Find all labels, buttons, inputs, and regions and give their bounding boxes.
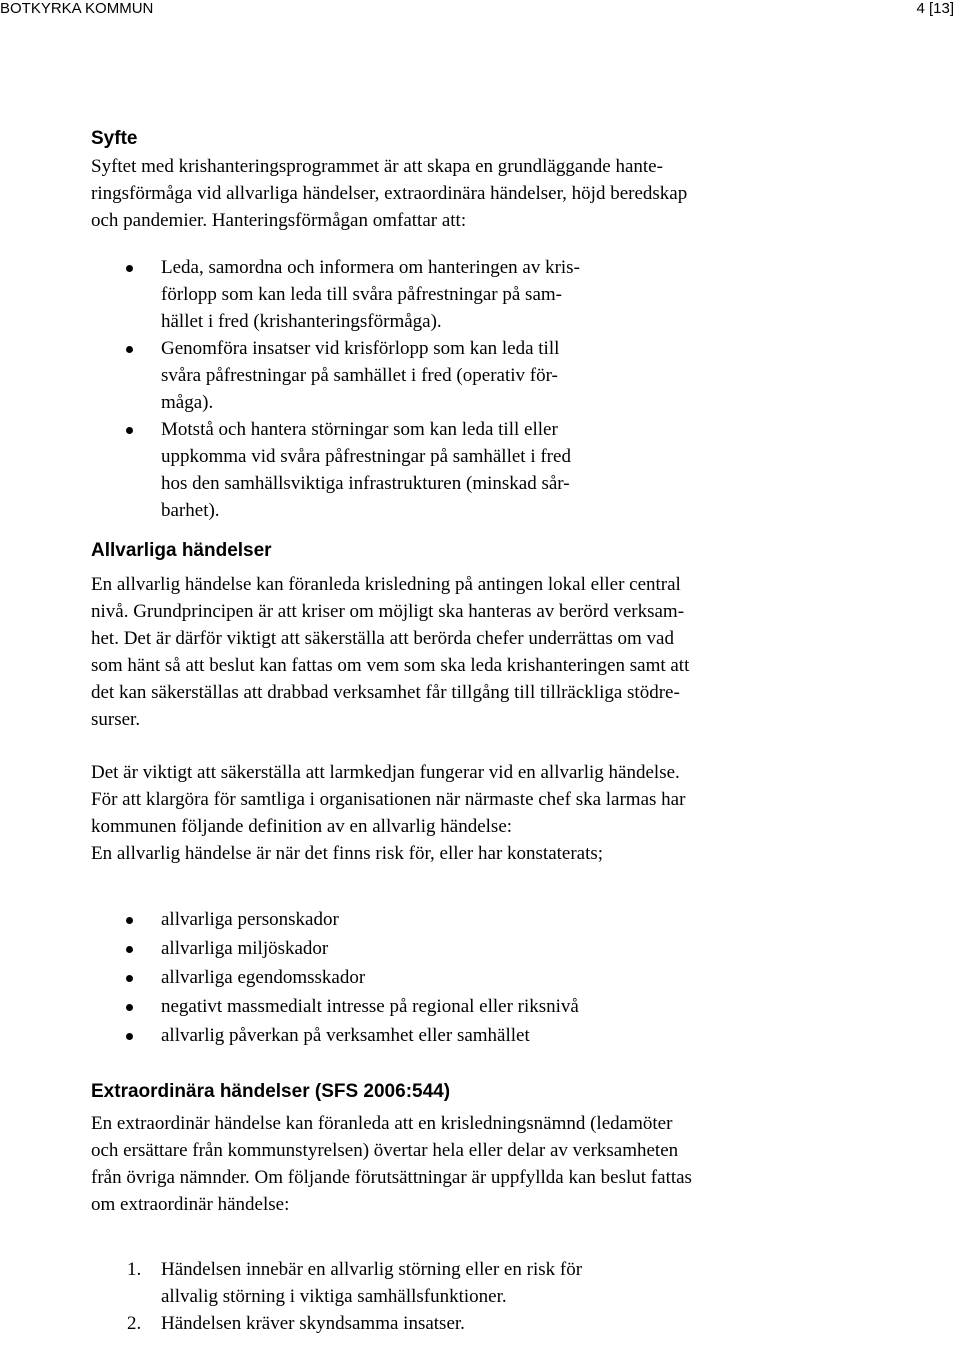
bullet-icon — [126, 946, 133, 953]
bullet-icon — [126, 1004, 133, 1011]
text-line: det kan säkerställas att drabbad verksamhet får tillgång till tillräckliga stödre- — [91, 682, 680, 703]
text-line: Syftet med krishanteringsprogrammet är att skapa en grundläggande hante- — [91, 156, 663, 177]
text-line: Det är viktigt att säkerställa att larmkedjan fungerar vid en allvarlig händelse. — [91, 762, 680, 783]
text-line: Händelsen kräver skyndsamma insatser. — [161, 1313, 465, 1334]
extraordinara-numbered-list — [91, 1256, 851, 1337]
text-line: Händelsen innebär en allvarlig störning eller en risk för — [161, 1259, 583, 1280]
text-line: allvarlig påverkan på verksamhet eller samhället — [161, 1025, 530, 1046]
text-line: hos den samhällsviktiga infrastrukturen (minskad sår- — [161, 473, 570, 494]
bullet-icon — [126, 917, 133, 924]
bullet-icon — [126, 265, 133, 272]
text-line: surser. — [91, 709, 141, 730]
text-line: allvarliga personskador — [161, 909, 339, 930]
text-line: som hänt så att beslut kan fattas om vem som ska leda krishanteringen samt att — [91, 655, 690, 676]
text-line: En allvarlig händelse kan föranleda krisledning på antingen lokal eller central — [91, 574, 681, 595]
extraordinara-paragraph — [91, 1110, 851, 1218]
heading-allvarliga-handelser: Allvarliga händelser — [91, 540, 272, 561]
bullet-icon — [126, 1033, 133, 1040]
document-body — [91, 127, 851, 1337]
text-line: måga). — [161, 392, 214, 413]
header-page-number: 4 [13] — [916, 0, 954, 17]
text-line: kommunen följande definition av en allvarlig händelse: — [91, 816, 513, 837]
syfte-bullet-list — [91, 254, 851, 524]
list-item — [91, 963, 851, 992]
text-line: förlopp som kan leda till svåra påfrestningar på sam- — [161, 284, 562, 305]
list-item — [91, 1310, 851, 1337]
text-line: En extraordinär händelse kan föranleda att en krisledningsnämnd (ledamöter — [91, 1113, 673, 1134]
text-line: allvarliga egendomsskador — [161, 967, 366, 988]
list-item — [91, 254, 851, 335]
text-line: allvalig störning i viktiga samhällsfunktioner. — [161, 1286, 507, 1307]
list-item — [91, 905, 851, 934]
allvarliga-paragraph-2 — [91, 759, 851, 867]
text-line: ringsförmåga vid allvarliga händelser, extraordinära händelser, höjd beredskap — [91, 183, 688, 204]
text-line: En allvarlig händelse är när det finns risk för, eller har konstaterats; — [91, 843, 604, 864]
list-item — [91, 1021, 851, 1050]
heading-syfte: Syfte — [91, 128, 138, 149]
text-line: allvarliga miljöskador — [161, 938, 329, 959]
text-line: om extraordinär händelse: — [91, 1194, 290, 1215]
text-line: negativt massmedialt intresse på regional eller riksnivå — [161, 996, 579, 1017]
list-item — [91, 934, 851, 963]
allvarliga-paragraph-1 — [91, 571, 851, 733]
text-line: barhet). — [161, 500, 220, 521]
text-line: nivå. Grundprincipen är att kriser om möjligt ska hanteras av berörd verksam- — [91, 601, 685, 622]
syfte-paragraph — [91, 153, 851, 234]
text-line: svåra påfrestningar på samhället i fred (operativ för- — [161, 365, 558, 386]
text-line: För att klargöra för samtliga i organisationen när närmaste chef ska larmas har — [91, 789, 686, 810]
bullet-icon — [126, 346, 133, 353]
text-line: och pandemier. Hanteringsförmågan omfattar att: — [91, 210, 467, 231]
text-line: och ersättare från kommunstyrelsen) övertar hela eller delar av verksamheten — [91, 1140, 679, 1161]
bullet-icon — [126, 975, 133, 982]
list-number: 1. — [127, 1259, 142, 1280]
header-org: BOTKYRKA KOMMUN — [0, 0, 154, 17]
list-item — [91, 1256, 851, 1310]
text-line: Genomföra insatser vid krisförlopp som kan leda till — [161, 338, 560, 359]
list-item — [91, 416, 851, 524]
allvarliga-bullet-list — [91, 905, 851, 1050]
text-line: Motstå och hantera störningar som kan leda till eller — [161, 419, 558, 440]
heading-extraordinara-handelser: Extraordinära händelser (SFS 2006:544) — [91, 1081, 451, 1102]
text-line: het. Det är därför viktigt att säkerställa att berörda chefer underrättas om vad — [91, 628, 674, 649]
bullet-icon — [126, 427, 133, 434]
list-item — [91, 992, 851, 1021]
text-line: uppkomma vid svåra påfrestningar på samhället i fred — [161, 446, 571, 467]
list-item — [91, 335, 851, 416]
list-number: 2. — [127, 1313, 142, 1334]
text-line: hället i fred (krishanteringsförmåga). — [161, 311, 442, 332]
text-line: från övriga nämnder. Om följande förutsättningar är uppfyllda kan beslut fattas — [91, 1167, 692, 1188]
text-line: Leda, samordna och informera om hanteringen av kris- — [161, 257, 580, 278]
